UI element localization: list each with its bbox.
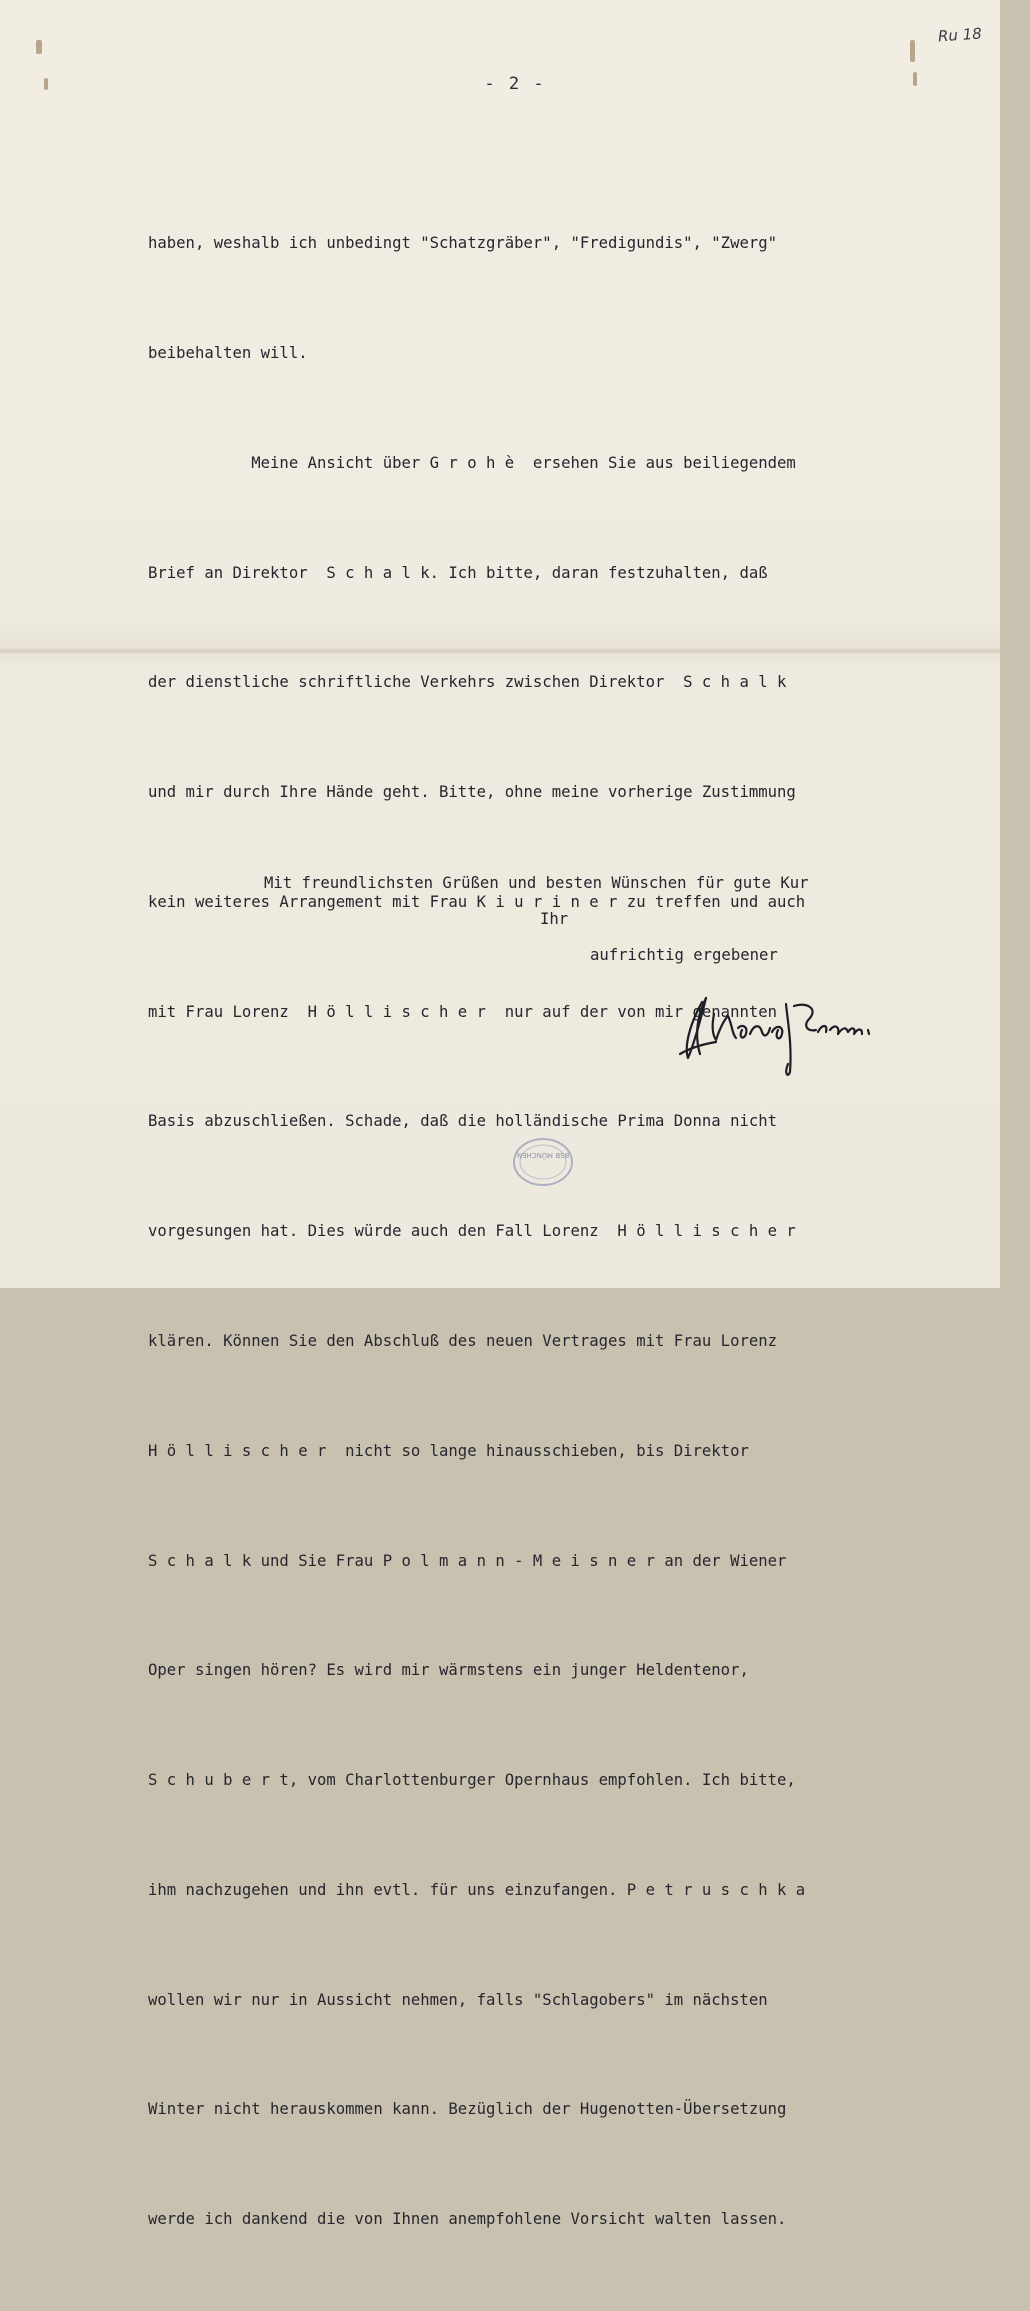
body-line: S c h a l k und Sie Frau P o l m a n n - M e i s n e r an der Wiener bbox=[148, 1551, 787, 1570]
body-line: werde ich dankend die von Ihnen anempfohlene Vorsicht walten lassen. bbox=[148, 2210, 787, 2229]
closing-greeting: Mit freundlichsten Grüßen und besten Wünschen für gute Kur bbox=[264, 874, 809, 892]
body-line: Oper singen hören? Es wird mir wärmstens ein junger Heldentenor, bbox=[148, 1661, 749, 1680]
body-line: klären. Können Sie den Abschluß des neuen Vertrages mit Frau Lorenz bbox=[148, 1332, 778, 1350]
body-line: kein weiteres Arrangement mit Frau K i u r i n e r zu treffen und auch bbox=[148, 892, 806, 911]
paper-stain bbox=[910, 40, 915, 62]
body-line: und mir durch Ihre Hände geht. Bitte, ohne meine vorherige Zustimmung bbox=[148, 783, 796, 802]
closing-ergebener: aufrichtig ergebener bbox=[590, 946, 778, 964]
library-stamp bbox=[511, 1136, 575, 1188]
body-line: Winter nicht herauskommen kann. Bezüglich der Hugenotten-Übersetzung bbox=[148, 2100, 787, 2119]
letter-body bbox=[148, 152, 968, 2311]
closing-ihr: Ihr bbox=[540, 910, 569, 928]
body-line: Basis abzuschließen. Schade, daß die holländische Prima Donna nicht bbox=[148, 1112, 778, 1131]
body-line: S c h u b e r t, vom Charlottenburger Opernhaus empfohlen. Ich bitte, bbox=[148, 1771, 796, 1790]
signature bbox=[676, 984, 916, 1084]
body-line: der dienstliche schriftliche Verkehrs zwischen Direktor S c h a l k bbox=[148, 673, 787, 692]
body-line: ihm nachzugehen und ihn evtl. für uns einzufangen. P e t r u s c h k a bbox=[148, 1880, 806, 1899]
body-line: Meine Ansicht über G r o h è ersehen Sie aus beiliegendem bbox=[148, 453, 796, 472]
page-number: - 2 - bbox=[484, 74, 546, 94]
paper-stain bbox=[36, 40, 42, 54]
archive-note: Ru 18 bbox=[937, 24, 983, 46]
stamp-text: BSB MÜNCHEN bbox=[516, 1151, 570, 1159]
body-line: beibehalten will. bbox=[148, 343, 308, 362]
body-line: Brief an Direktor S c h a l k. Ich bitte, daran festzuhalten, daß bbox=[148, 563, 768, 582]
body-line: H ö l l i s c h e r nicht so lange hinausschieben, bis Direktor bbox=[148, 1441, 749, 1460]
body-line: wollen wir nur in Aussicht nehmen, falls "Schlagobers" im nächsten bbox=[148, 1990, 768, 2009]
body-line: mit Frau Lorenz H ö l l i s c h e r nur auf der von mir genannten bbox=[148, 1002, 778, 1021]
body-line: haben, weshalb ich unbedingt "Schatzgräber", "Fredigundis", "Zwerg" bbox=[148, 234, 778, 253]
body-line: vorgesungen hat. Dies würde auch den Fall Lorenz H ö l l i s c h e r bbox=[148, 1222, 796, 1241]
